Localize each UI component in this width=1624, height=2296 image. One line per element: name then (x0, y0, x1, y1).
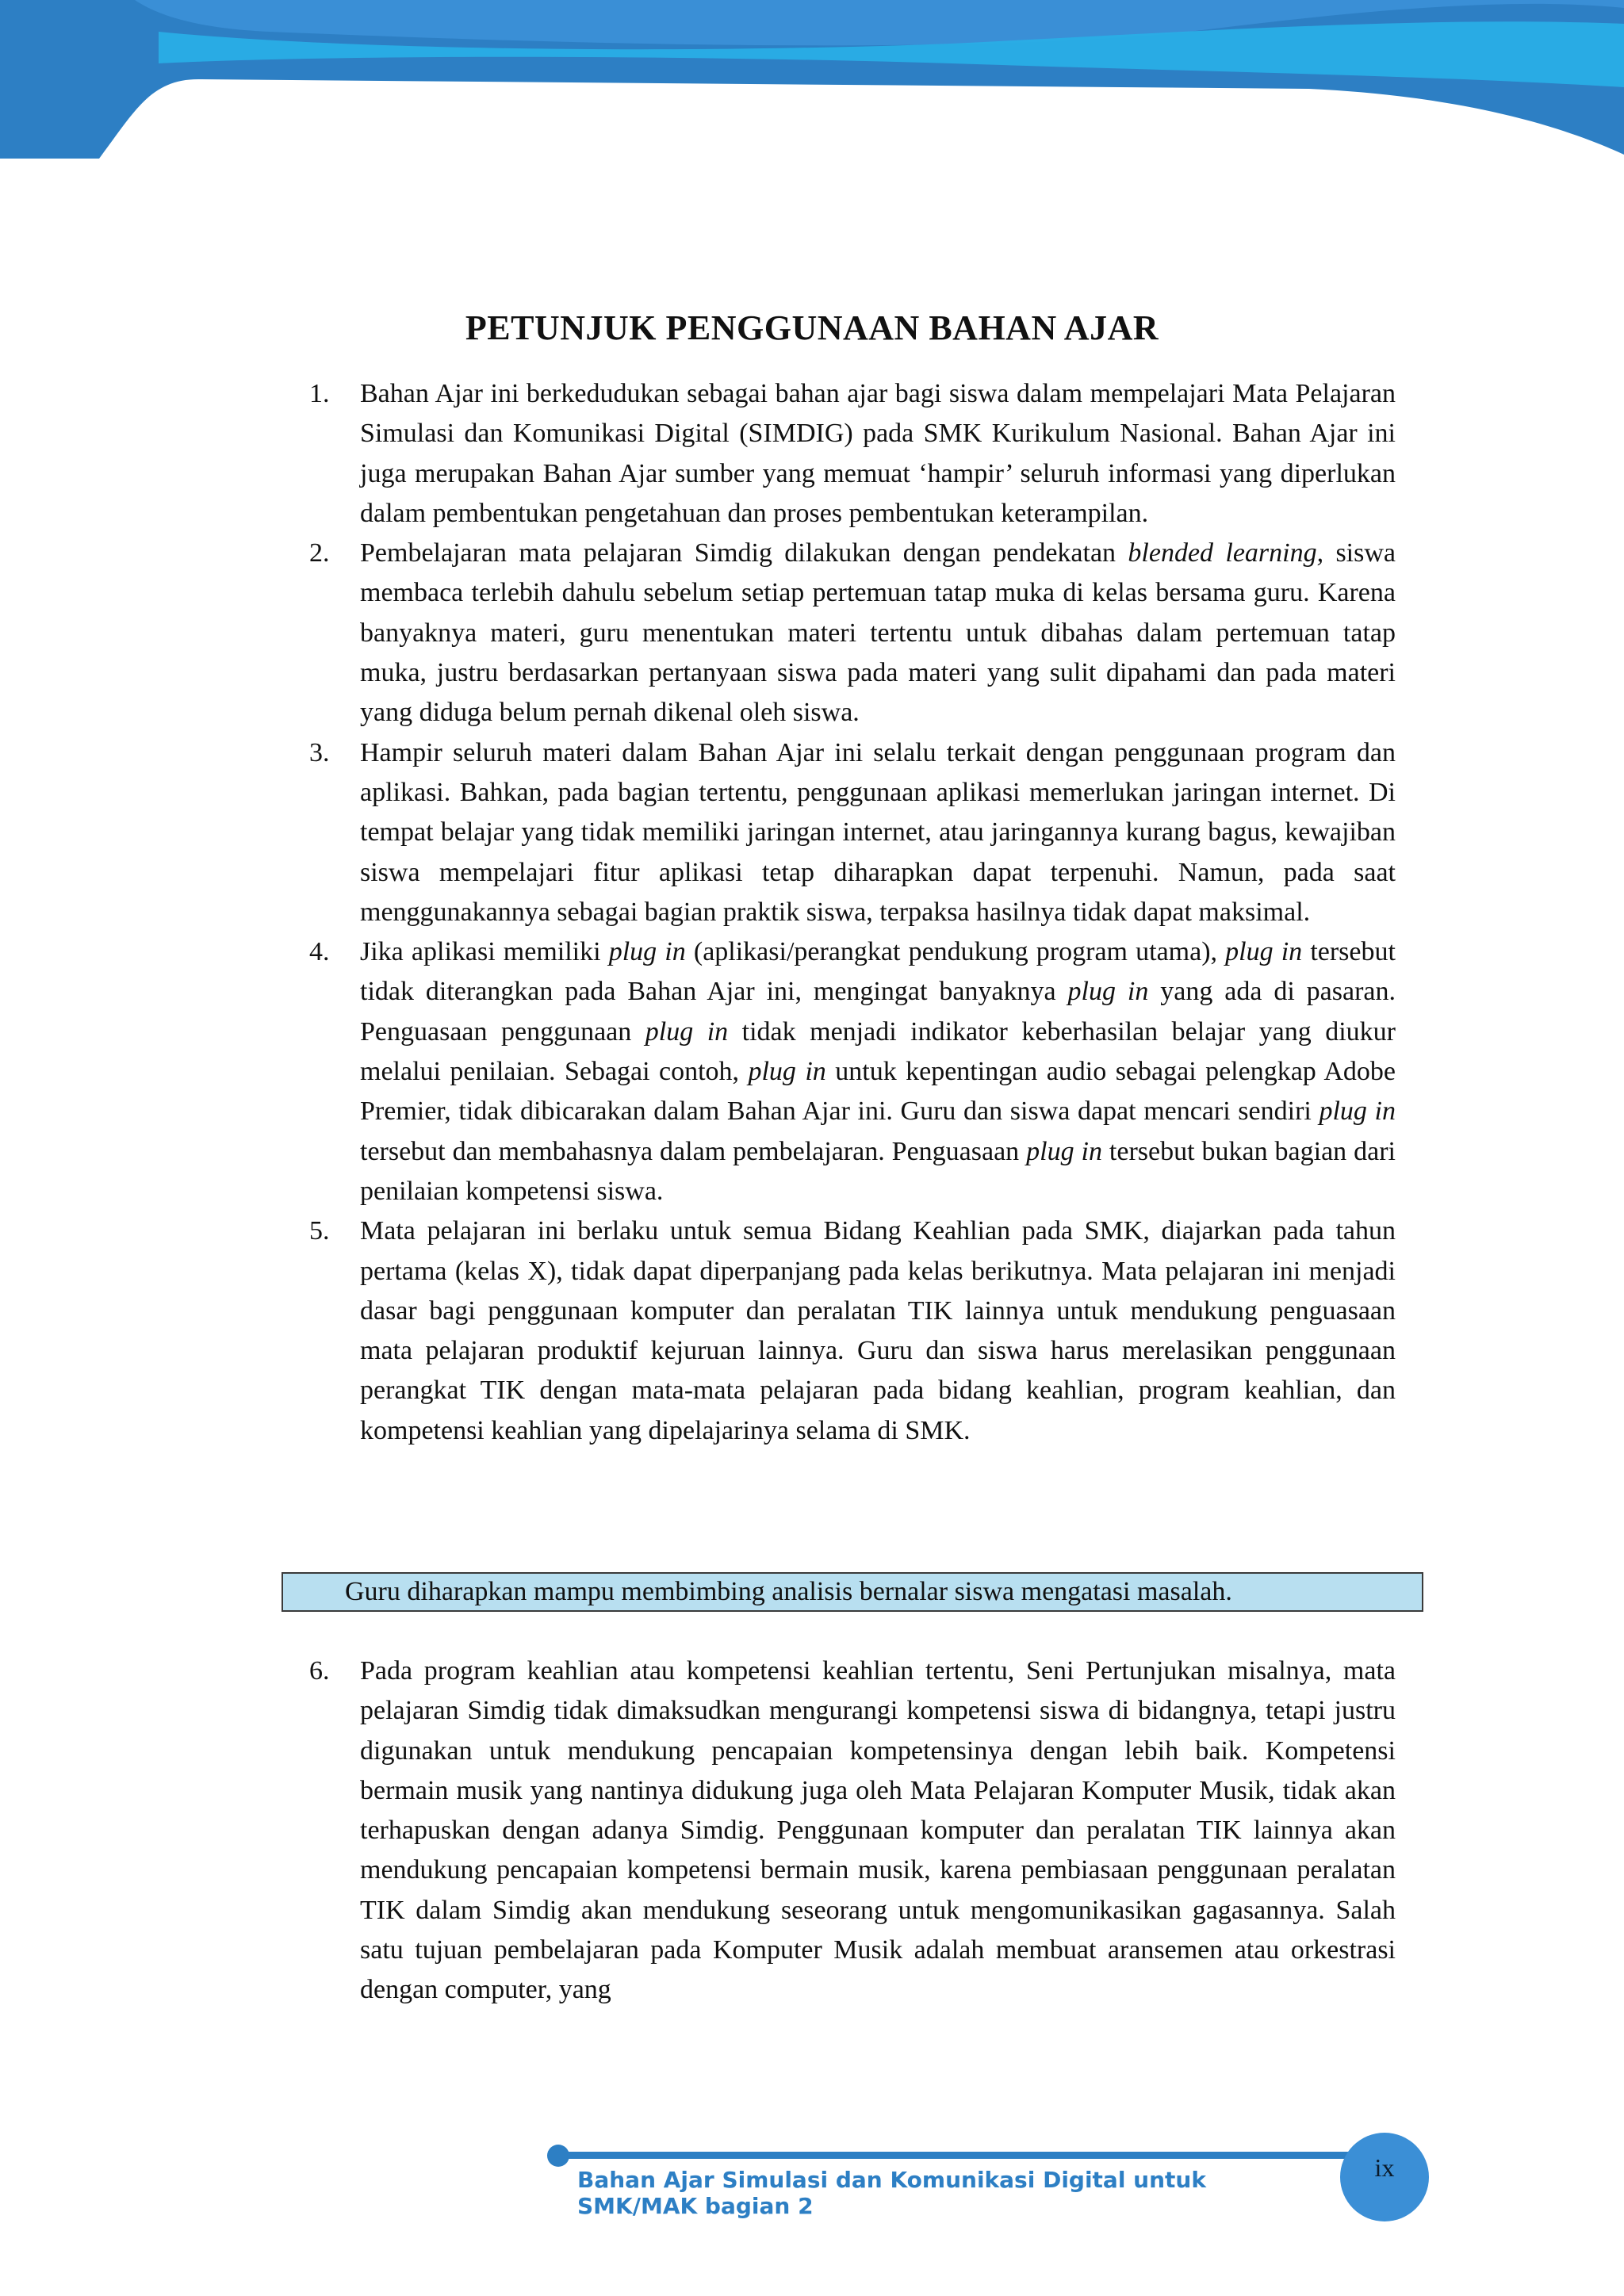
instruction-list (309, 374, 1396, 1451)
text-run: Hampir seluruh materi dalam Bahan Ajar ini selalu terkait dengan penggunaan program dan aplikasi. Bahkan, pada bagian tertentu, penggunaan aplikasi memerlukan jaringan internet. Di tempat belajar yang tidak memiliki jaringan internet, atau jaringannya kurang bagus, kewajiban siswa mempelajari fitur aplikasi tetap diharapkan dapat terpenuhi. Namun, pada saat menggunakannya sebagai bagian praktik siswa, terpaksa hasilnya tidak dapat maksimal. (360, 737, 1396, 927)
footer-dot (547, 2145, 569, 2167)
text-run: Pada program keahlian atau kompetensi keahlian tertentu, Seni Pertunjukan misalnya, mata pelajaran Simdig tidak dimaksudkan mengurangi kompetensi siswa di bidangnya, tetapi justru digunakan untuk mendukung pencapaian kompetensinya dengan lebih baik. Kompetensi bermain musik yang nantinya didukung juga oleh Mata Pelajaran Komputer Musik, tidak akan terhapuskan dengan adanya Simdig. Penggunaan komputer dan peralatan TIK lainnya akan mendukung pencapaian kompetensi bermain musik, karena pembiasaan penggunaan peralatan TIK dalam Simdig akan mendukung seseorang untuk mengomunikasikan gagasannya. Salah satu tujuan pembelajaran pada Komputer Musik adalah membuat aransemen atau orkestrasi dengan computer, yang (360, 1656, 1396, 2005)
text-run: Jika aplikasi memiliki (360, 937, 609, 967)
list-item-number: 5. (309, 1216, 330, 1246)
italic-term: blended learning, (1128, 538, 1324, 568)
header-wave-decoration (0, 0, 1624, 166)
list-item-text (360, 374, 1396, 534)
list-item-text (360, 932, 1396, 1211)
italic-term: plug in (1026, 1136, 1102, 1166)
italic-term: plug in (1225, 937, 1303, 967)
list-item (309, 1211, 1396, 1451)
text-run: tersebut bukan bagian dari penilaian kompetensi siswa. (360, 1136, 1396, 1206)
list-item (309, 733, 1396, 932)
text-run: Bahan Ajar ini berkedudukan sebagai bahan ajar bagi siswa dalam mempelajari Mata Pelajaran Simulasi dan Komunikasi Digital (SIMDIG) pada SMK Kurikulum Nasional. Bahan Ajar ini juga merupakan Bahan Ajar sumber yang memuat ‘hampir’ seluruh informasi yang diperlukan dalam pembentukan pengetahuan dan proses pembentukan keterampilan. (360, 379, 1396, 528)
list-item (309, 374, 1396, 534)
text-run: siswa membaca terlebih dahulu sebelum setiap pertemuan tatap muka di kelas bersama guru. Karena banyaknya materi, guru menentukan materi tertentu untuk dibahas dalam pertemuan tatap muka, justru berdasarkan pertanyaan siswa pada materi yang sulit dipahami dan pada materi yang diduga belum pernah dikenal oleh siswa. (360, 538, 1396, 728)
list-item-number: 6. (309, 1656, 330, 1686)
instruction-list-continued (309, 1651, 1396, 2011)
teacher-note-box (282, 1572, 1423, 1612)
text-run: Pembelajaran mata pelajaran Simdig dilakukan dengan pendekatan (360, 538, 1128, 568)
list-item (309, 534, 1396, 733)
text-run: untuk kepentingan audio sebagai pelengkap Adobe Premier, tidak dibicarakan dalam Bahan Ajar ini. Guru dan siswa dapat mencari sendiri (360, 1057, 1396, 1127)
teacher-note-text: Guru diharapkan mampu membimbing analisis bernalar siswa mengatasi masalah. (345, 1577, 1232, 1606)
text-run: Mata pelajaran ini berlaku untuk semua Bidang Keahlian pada SMK, diajarkan pada tahun pertama (kelas X), tidak dapat diperpanjang pada kelas berikutnya. Mata pelajaran ini menjadi dasar bagi penggunaan komputer dan peralatan TIK lainnya untuk mendukung penguasaan mata pelajaran produktif kejuruan lainnya. Guru dan siswa harus merelasikan penggunaan perangkat TIK dengan mata-mata pelajaran pada bidang keahlian, program keahlian, dan kompetensi keahlian yang dipelajarinya selama di SMK. (360, 1216, 1396, 1445)
text-run: tersebut tidak diterangkan pada Bahan Ajar ini, mengingat banyaknya (360, 937, 1396, 1007)
list-item-number: 3. (309, 737, 330, 767)
list-item-text (360, 534, 1396, 733)
italic-term: plug in (645, 1016, 729, 1047)
text-run: yang ada di pasaran. Penguasaan penggunaan (360, 977, 1396, 1047)
list-item-number: 1. (309, 379, 330, 408)
italic-term: plug in (1319, 1096, 1396, 1127)
list-item-text (360, 733, 1396, 932)
footer-book-title: Bahan Ajar Simulasi dan Komunikasi Digital untuk SMK/MAK bagian 2 (577, 2167, 1206, 2219)
list-item (309, 932, 1396, 1211)
page-number: ix (1374, 2153, 1395, 2182)
list-item-text (360, 1651, 1396, 2011)
text-run: tidak menjadi indikator keberhasilan belajar yang diukur melalui penilaian. Sebagai contoh, (360, 1016, 1396, 1087)
list-item-text (360, 1211, 1396, 1451)
text-run: (aplikasi/perangkat pendukung program utama), (685, 937, 1226, 967)
footer-line (555, 2152, 1380, 2159)
list-item-number: 4. (309, 937, 330, 967)
italic-term: plug in (1067, 977, 1149, 1007)
italic-term: plug in (608, 937, 686, 967)
page-title: PETUNJUK PENGGUNAAN BAHAN AJAR (465, 308, 1159, 347)
list-item (309, 1651, 1396, 2011)
italic-term: plug in (748, 1057, 826, 1087)
list-item-number: 2. (309, 538, 330, 568)
text-run: tersebut dan membahasnya dalam pembelajaran. Penguasaan (360, 1136, 1027, 1166)
page-number-badge (1340, 2133, 1429, 2221)
